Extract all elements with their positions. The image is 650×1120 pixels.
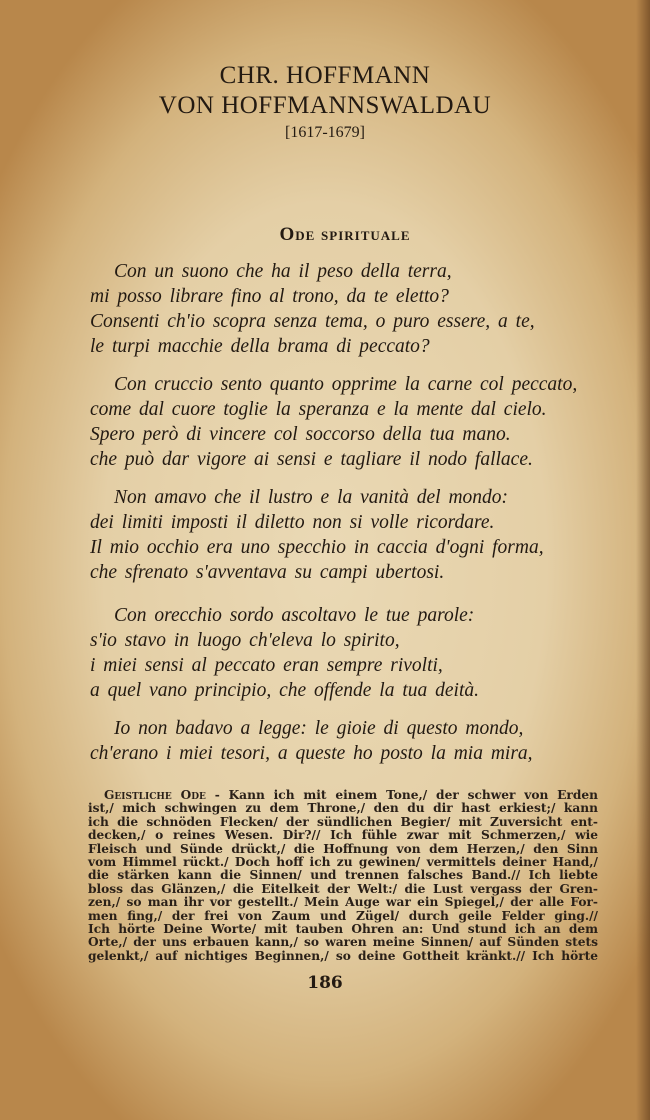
footnote-line: Ich hörte Deine Worte/ mit tauben Ohren an: Und stund ich an dem	[88, 922, 598, 937]
footnote-line: men fing,/ der frei von Zaum und Zügel/ durch geile Felder ging.//	[88, 908, 598, 923]
footnote-line: Orte,/ der uns erbauen kann,/ so waren meine Sinnen/ auf Sünden stets	[88, 935, 598, 950]
footnote-line: ich die schnöden Flecken/ der sündlichen Begier/ mit Zuversicht ent-	[88, 814, 598, 829]
footnote-line: gelenkt,/ auf nichtiges Beginnen,/ so deine Gottheit kränkt.// Ich hörte	[88, 948, 598, 963]
poem-line: mi posso librare fino al trono, da te eletto?	[90, 286, 449, 307]
footnote-line: bloss das Glänzen,/ die Eitelkeit der Welt:/ die Lust vergass der Gren-	[88, 881, 598, 896]
poem-line: s'io stavo in luogo ch'eleva lo spirito,	[90, 630, 400, 651]
footnote-label: Geistliche Ode	[104, 788, 206, 802]
author-dates: [1617-1679]	[285, 124, 365, 141]
poem-line: dei limiti imposti il diletto non si volle ricordare.	[90, 512, 495, 533]
author-name-line1: CHR. HOFFMANN	[219, 62, 431, 89]
poem-title: Ode spirituale	[279, 224, 411, 245]
poem-line: come dal cuore toglie la speranza e la mente dal cielo.	[90, 399, 547, 420]
footnote-line: Geistliche Ode - Kann ich mit einem Tone,/ der schwer von Erden	[104, 788, 598, 802]
poem-line: le turpi macchie della brama di peccato?	[90, 336, 430, 357]
poem-line: Il mio occhio era uno specchio in caccia d'ogni forma,	[90, 537, 544, 558]
poem-line: che può dar vigore ai sensi e tagliare il nodo fallace.	[90, 449, 533, 470]
poem-line: Io non badavo a legge: le gioie di questo mondo,	[114, 718, 524, 739]
poem-line: Spero però di vincere col soccorso della tua mano.	[90, 424, 511, 445]
footnote-line: zen,/ so man ihr vor gestellt./ Mein Auge war ein Spiegel,/ der alle For-	[88, 895, 598, 910]
poem-line: i miei sensi al peccato eran sempre rivolti,	[90, 655, 443, 676]
footnote-line: Fleisch und Sünde drückt,/ die Hoffnung von dem Herzen,/ den Sinn	[88, 841, 598, 856]
footnote-line: die stärken kann die Sinnen/ und trennen falsches Band.// Ich liebte	[88, 868, 598, 883]
footnote	[88, 789, 598, 963]
poem-line: Con un suono che ha il peso della terra,	[114, 261, 452, 282]
poem-line: Con cruccio sento quanto opprime la carne col peccato,	[114, 374, 578, 395]
footnote-line: decken,/ o reines Wesen. Dir?// Ich fühle zwar mit Schmerzen,/ wie	[88, 828, 598, 843]
footnote-line: vom Himmel rückt./ Doch hoff ich zu gewinen/ vermittels deiner Hand,/	[88, 855, 598, 870]
page-number: 186	[307, 973, 343, 993]
poem-line: ch'erano i miei tesori, a queste ho posto la mia mira,	[90, 743, 533, 764]
page-edge-shadow	[636, 0, 650, 1120]
poem-line: Consenti ch'io scopra senza tema, o puro essere, a te,	[90, 311, 535, 332]
poem-line: a quel vano principio, che offende la tua deità.	[90, 680, 480, 701]
footnote-line: ist,/ mich schwingen zu dem Throne,/ den du dir hast erkiest;/ kann	[88, 801, 598, 816]
author-name-line2: VON HOFFMANNSWALDAU	[158, 92, 492, 119]
poem-line: Non amavo che il lustro e la vanità del mondo:	[114, 487, 509, 508]
poem-line: che sfrenato s'avventava su campi ubertosi.	[90, 562, 445, 583]
poem-line: Con orecchio sordo ascoltavo le tue parole:	[114, 605, 475, 626]
